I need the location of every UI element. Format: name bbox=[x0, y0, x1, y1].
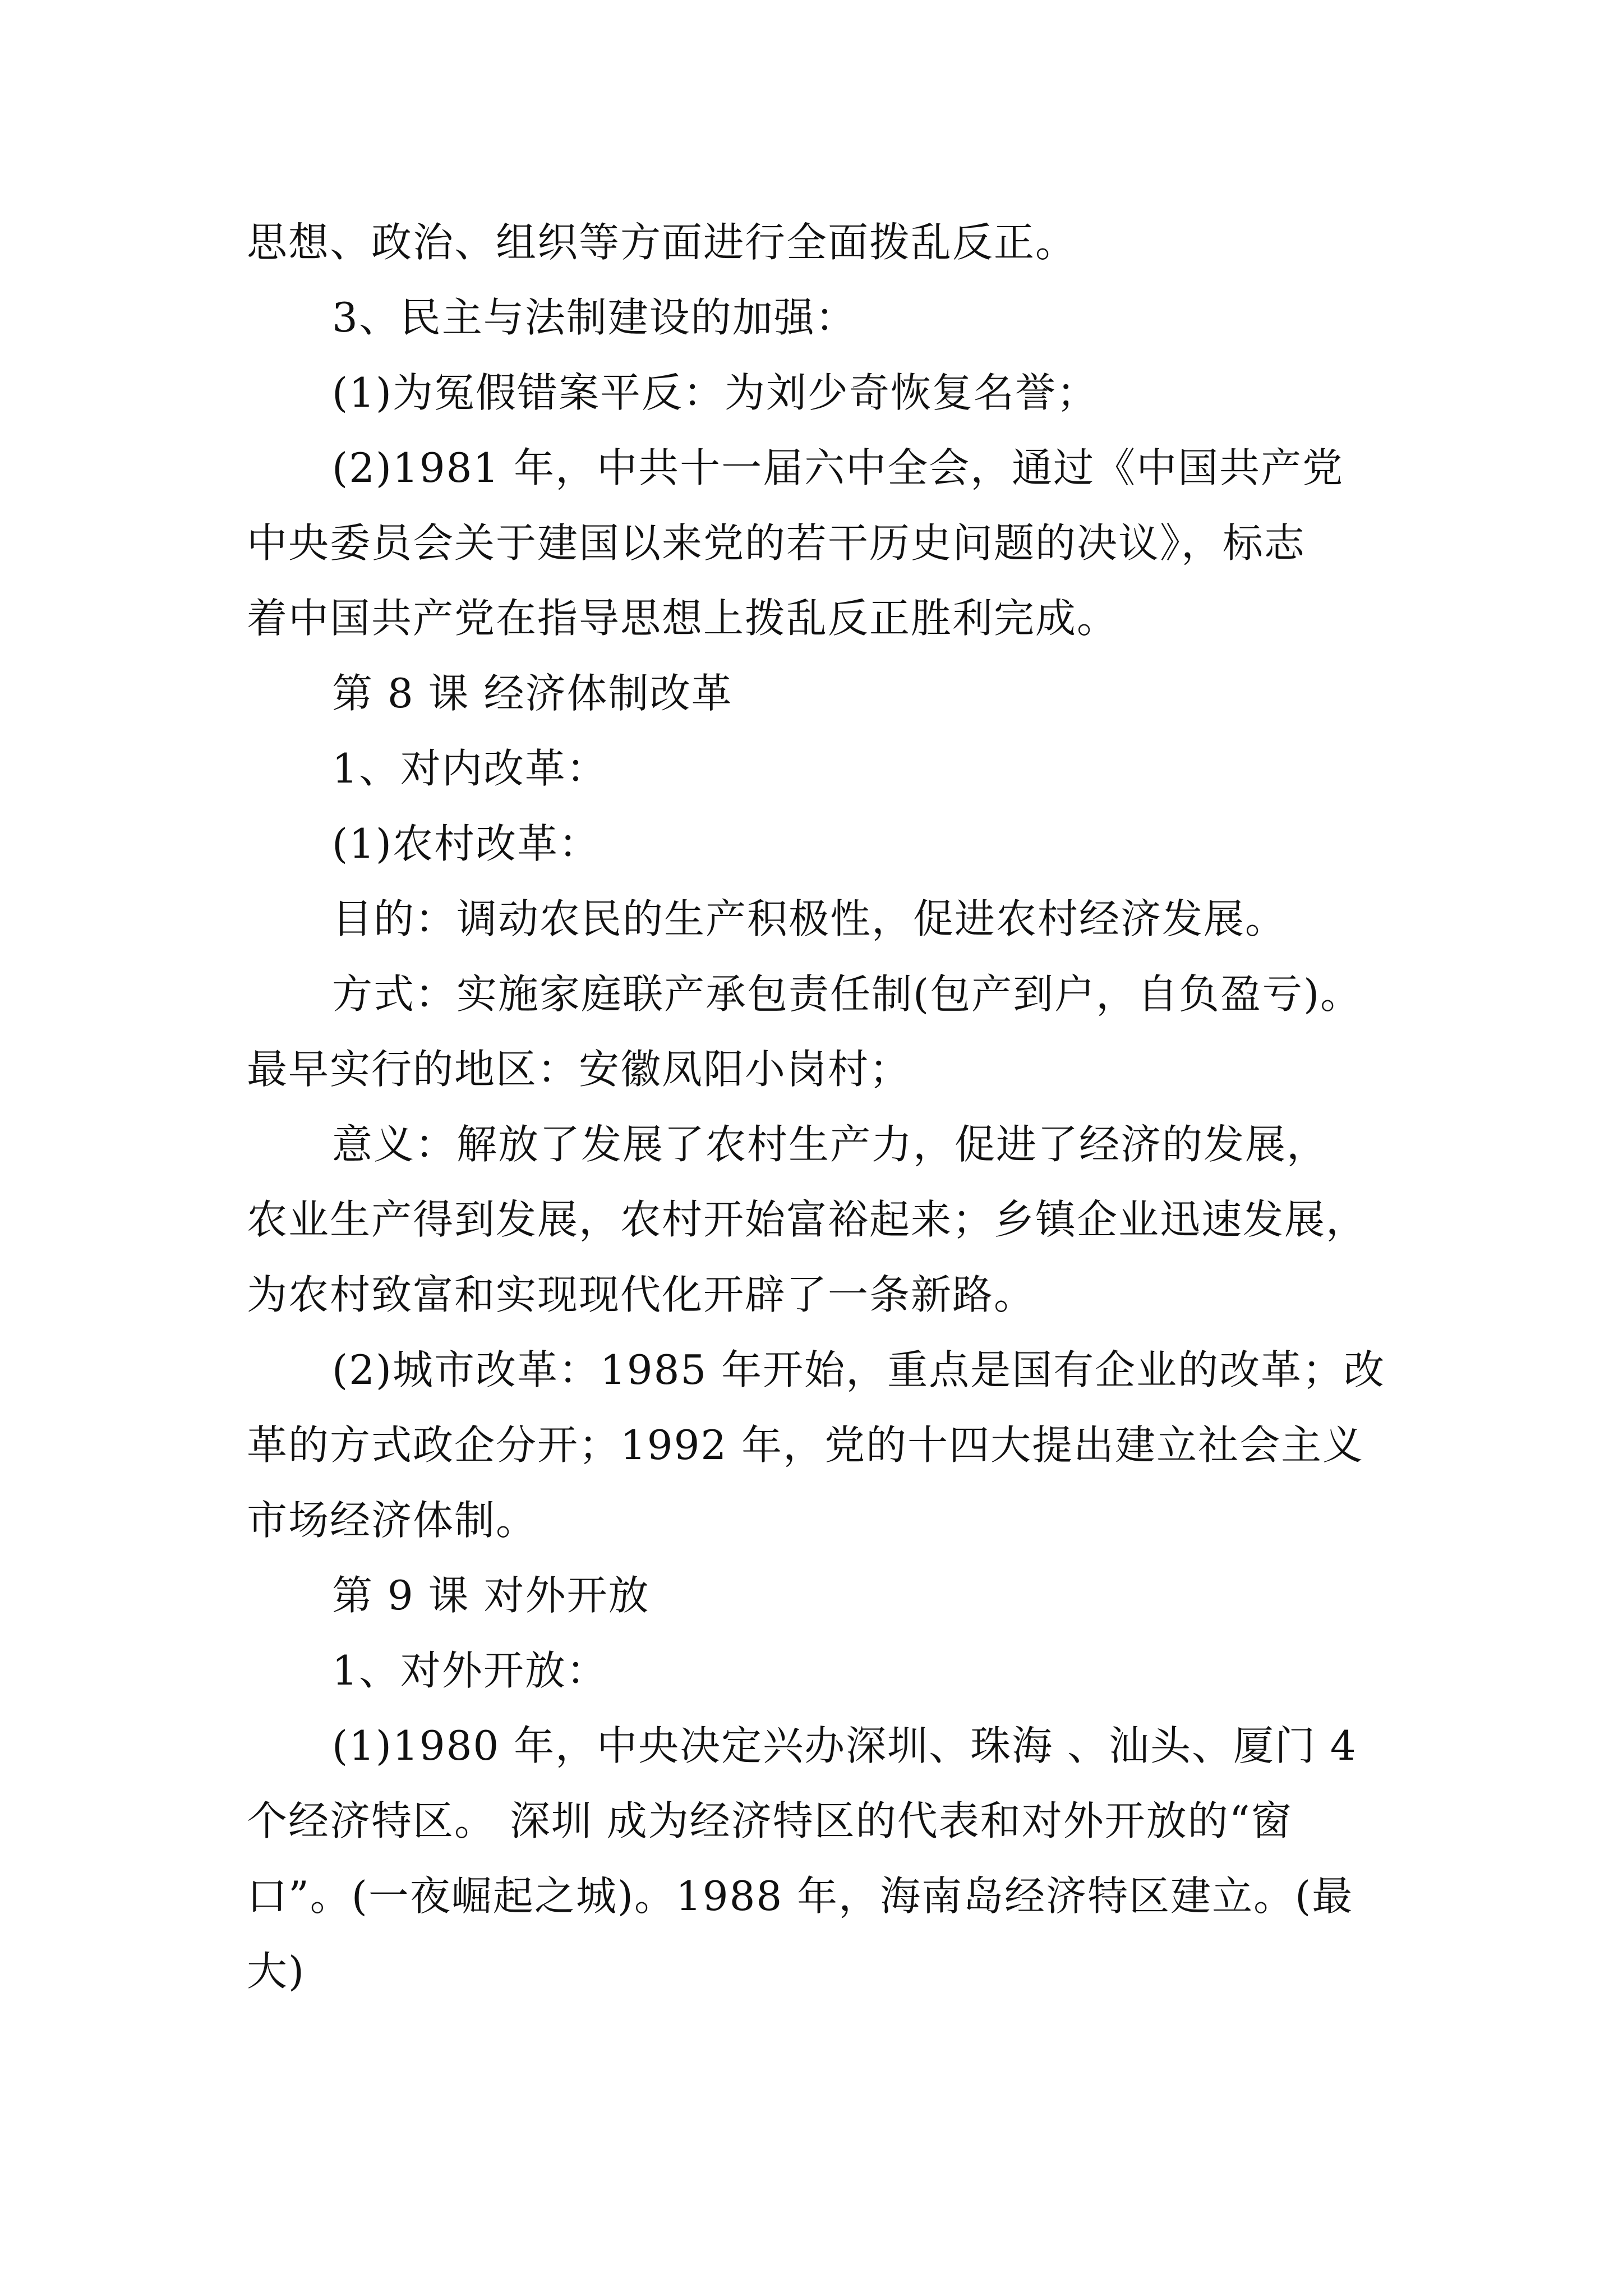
document-body bbox=[247, 205, 1386, 2009]
text-line: 着中国共产党在指导思想上拨乱反正胜利完成。 bbox=[247, 595, 1119, 642]
text-line: 为农村致富和实现现代化开辟了一条新路。 bbox=[247, 1271, 1036, 1318]
paragraph bbox=[247, 956, 1380, 1107]
paragraph bbox=[247, 280, 1380, 355]
text-line: 思想、政治、组织等方面进行全面拨乱反正。 bbox=[247, 219, 1077, 266]
text-line: 方式：实施家庭联产承包责任制(包产到户，自负盈亏)。 bbox=[332, 970, 1362, 1018]
paragraph bbox=[247, 1107, 1380, 1332]
text-line: 1、对外开放： bbox=[332, 1647, 608, 1694]
paragraph bbox=[247, 881, 1380, 956]
text-line: 第 8 课 经济体制改革 bbox=[332, 670, 733, 717]
paragraph bbox=[247, 205, 1380, 280]
text-line: 第 9 课 对外开放 bbox=[332, 1572, 650, 1619]
text-line: 中央委员会关于建国以来党的若干历史问题的决议》，标志 bbox=[247, 519, 1306, 567]
paragraph bbox=[247, 1708, 1380, 2009]
text-line: 3、民主与法制建设的加强： bbox=[332, 294, 857, 341]
text-line: 1、对内改革： bbox=[332, 745, 608, 792]
paragraph bbox=[247, 1633, 1380, 1708]
text-line: (2)城市改革：1985 年开始，重点是国有企业的改革；改 bbox=[332, 1346, 1386, 1393]
text-line: 农业生产得到发展，农村开始富裕起来；乡镇企业迅速发展， bbox=[247, 1196, 1368, 1243]
text-line: (1)农村改革： bbox=[332, 820, 600, 867]
paragraph bbox=[247, 1332, 1386, 1558]
text-line: 革的方式政企分开；1992 年，党的十四大提出建立社会主义 bbox=[247, 1421, 1364, 1469]
text-line: 目的：调动农民的生产积极性，促进农村经济发展。 bbox=[332, 895, 1287, 942]
text-line: (1)1980 年，中央决定兴办深圳、珠海 、汕头、厦门 4 bbox=[332, 1722, 1357, 1769]
paragraph bbox=[247, 731, 1380, 806]
text-line: 市场经济体制。 bbox=[247, 1497, 538, 1544]
paragraph bbox=[247, 355, 1380, 430]
paragraph bbox=[247, 1558, 1380, 1633]
paragraph bbox=[247, 806, 1380, 881]
text-line: 大) bbox=[247, 1948, 306, 1995]
text-line: (1)为冤假错案平反：为刘少奇恢复名誉； bbox=[332, 369, 1098, 416]
text-line: 最早实行的地区：安徽凤阳小岗村； bbox=[247, 1046, 911, 1093]
text-line: 口”。(一夜崛起之城)。1988 年，海南岛经济特区建立。(最 bbox=[247, 1872, 1354, 1920]
paragraph bbox=[247, 430, 1380, 656]
text-line: (2)1981 年，中共十一届六中全会，通过《中国共产党 bbox=[332, 444, 1344, 491]
text-line: 个经济特区。 深圳 成为经济特区的代表和对外开放的“窗 bbox=[247, 1797, 1293, 1844]
text-line: 意义：解放了发展了农村生产力，促进了经济的发展， bbox=[332, 1121, 1329, 1168]
paragraph bbox=[247, 656, 1380, 731]
